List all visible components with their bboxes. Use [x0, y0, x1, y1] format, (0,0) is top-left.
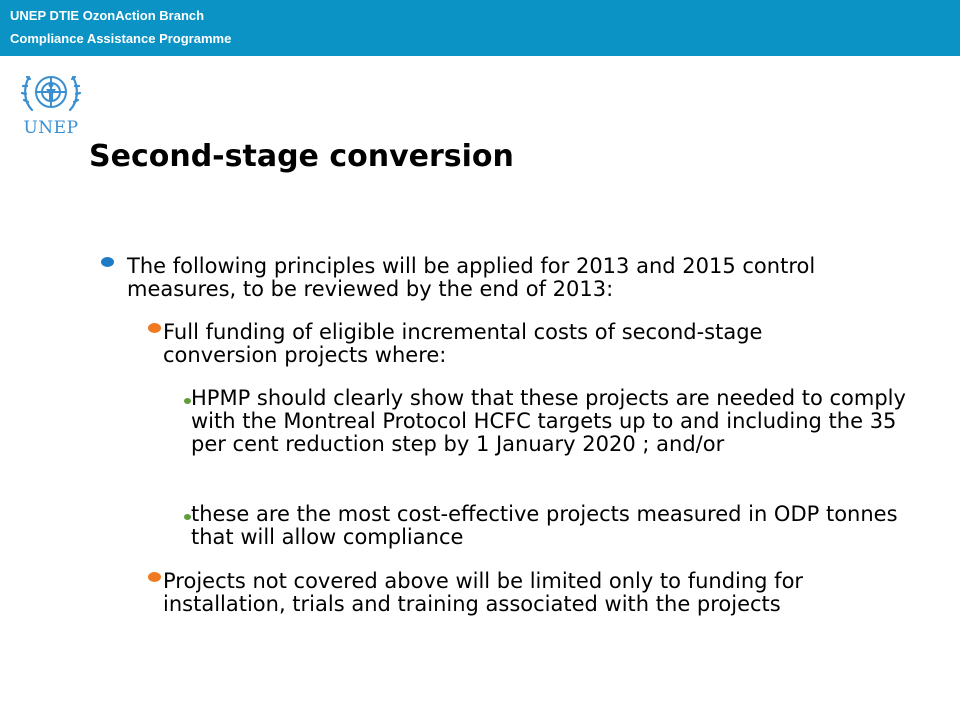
unep-logo [18, 66, 84, 142]
unep-emblem-icon [18, 66, 84, 120]
bullet-level2: Full funding of eligible incremental costs of second-stage conversion projects where: [163, 320, 763, 367]
header-programme-line: Compliance Assistance Programme [10, 31, 232, 46]
bullet-dot-icon [184, 398, 191, 404]
header-bar [0, 0, 960, 56]
bullet-dot-icon [148, 323, 161, 333]
bullet-level2: Projects not covered above will be limited only to funding for installation, trials and training associated with the projects [163, 569, 804, 616]
bullet-dot-icon [184, 514, 191, 520]
bullet-dot-icon [101, 257, 114, 267]
logo-text: UNEP [23, 118, 79, 138]
bullet-level1: The following principles will be applied for 2013 and 2015 control measures, to be reviewed by the end of 2013: [127, 254, 816, 301]
bullet-level3: these are the most cost-effective projects measured in ODP tonnes that will allow compliance [191, 502, 898, 549]
slide-title: Second-stage conversion [89, 139, 514, 174]
header-org-line: UNEP DTIE OzonAction Branch [10, 8, 205, 23]
bullet-dot-icon [148, 572, 161, 582]
bullet-level3: HPMP should clearly show that these projects are needed to comply with the Montreal Protocol HCFC targets up to and including the 35 per cent reduction step by 1 January 2020 ; and/or [191, 386, 906, 456]
